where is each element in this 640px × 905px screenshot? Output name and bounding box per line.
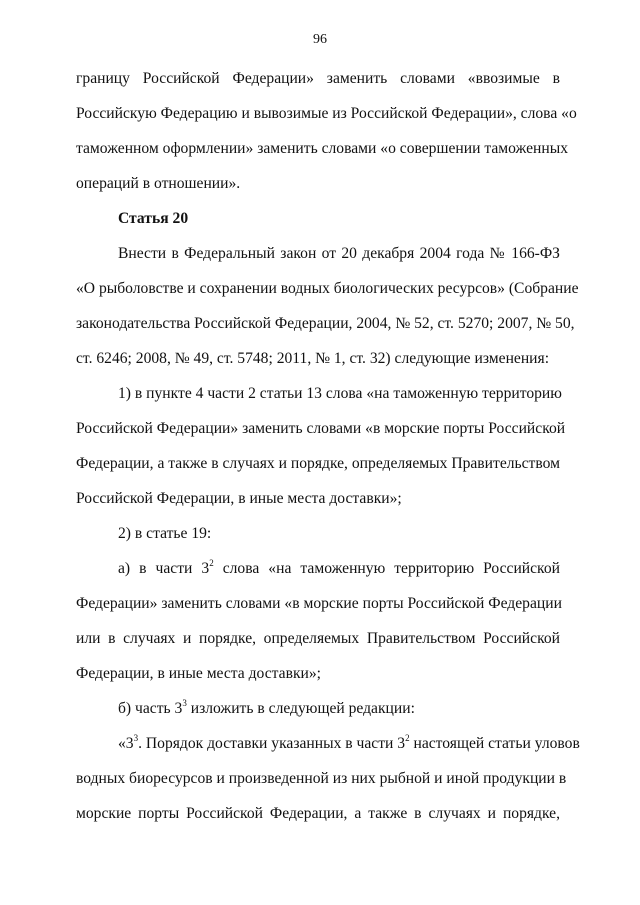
superscript: 3: [182, 697, 187, 708]
text-line: 1) в пункте 4 части 2 статьи 13 слова «на таможенную территорию: [118, 385, 562, 402]
text-line: таможенном оформлении» заменить словами «о совершении таможенных: [76, 140, 569, 157]
text-segment: настоящей статьи уловов: [409, 735, 580, 752]
text-segment: слова «на таможенную территорию Российской: [213, 560, 560, 577]
text-line: границу Российской Федерации» заменить словами «ввозимые в: [76, 70, 560, 87]
text-segment: изложить в следующей редакции:: [186, 700, 415, 717]
text-line: Внести в Федеральный закон от 20 декабря 2004 года № 166-ФЗ: [118, 245, 560, 262]
text-line: или в случаях и порядке, определяемых Правительством Российской: [76, 630, 560, 647]
text-line: законодательства Российской Федерации, 2004, № 52, ст. 5270; 2007, № 50,: [76, 315, 575, 332]
text-line-b: [118, 699, 560, 719]
text-segment: а) в части 3: [118, 560, 210, 577]
text-line: Российскую Федерацию и вывозимые из Российской Федерации», слова «о: [76, 105, 577, 122]
text-segment: . Порядок доставки указанных в части 3: [138, 735, 406, 752]
text-line: 2) в статье 19:: [118, 525, 212, 542]
text-segment: б) часть 3: [118, 700, 183, 717]
superscript: 2: [405, 732, 410, 743]
text-line: водных биоресурсов и произведенной из них рыбной и иной продукции в: [76, 770, 567, 787]
text-line: Федерации, а также в случаях и порядке, определяемых Правительством: [76, 455, 560, 472]
text-line: Российской Федерации, в иные места доставки»;: [76, 490, 402, 507]
text-line: Российской Федерации» заменить словами «в морские порты Российской: [76, 420, 566, 437]
text-line: морские порты Российской Федерации, а также в случаях и порядке,: [76, 805, 560, 822]
text-line: ст. 6246; 2008, № 49, ст. 5748; 2011, № 1, ст. 32) следующие изменения:: [76, 350, 550, 367]
text-segment: «3: [118, 735, 134, 752]
text-line: Федерации» заменить словами «в морские порты Российской Федерации: [76, 595, 562, 612]
text-line-a: [118, 559, 560, 579]
superscript: 3: [133, 732, 139, 743]
article-heading: Статья 20: [118, 210, 189, 227]
page-number: 96: [313, 32, 327, 47]
text-line: «О рыболовстве и сохранении водных биологических ресурсов» (Собрание: [76, 280, 579, 297]
text-line: операций в отношении».: [76, 175, 241, 192]
text-line: Федерации, в иные места доставки»;: [76, 665, 321, 682]
superscript: 2: [209, 557, 214, 568]
text-line-c: [118, 732, 580, 754]
